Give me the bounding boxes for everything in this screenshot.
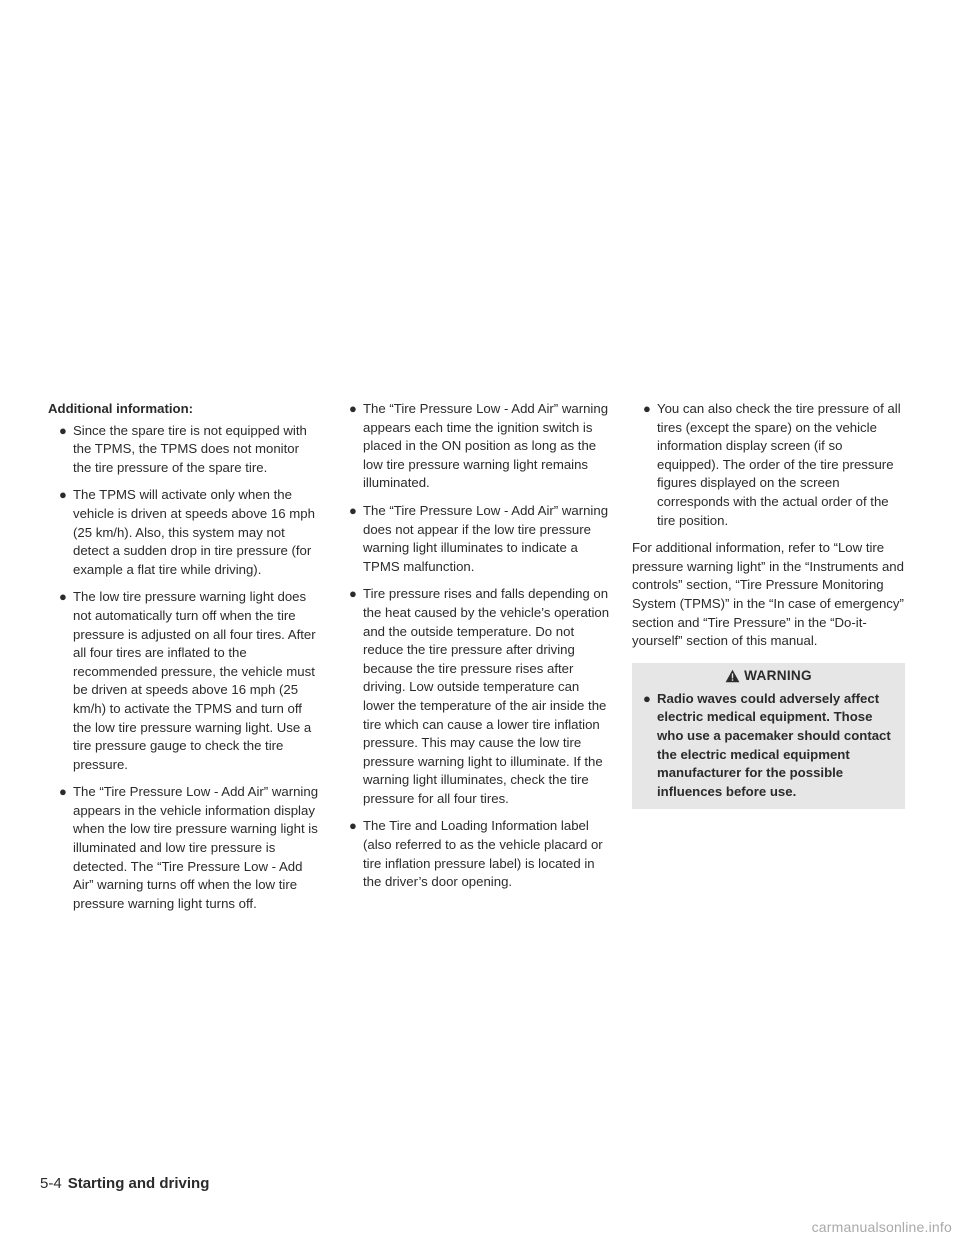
section-heading: Additional information: <box>48 401 194 416</box>
bullet-icon: ● <box>643 401 651 416</box>
list-item-text: The low tire pressure warning light does not automatically turn off when the tire pressure is adjusted on all four tires. After all four tires are inflated to the recommended pressure, the vehicle must be driven at speeds above 16 mph (25 km/h) to activate the TPMS and turn off the low tire pressure warning light. Use a tire pressure gauge to check the tire pressure. <box>73 589 316 772</box>
warning-title: WARNING <box>744 667 812 683</box>
watermark-text[interactable]: carmanualsonline.info <box>811 1219 952 1235</box>
list-item <box>338 585 614 808</box>
list-item <box>48 588 320 774</box>
bullet-icon: ● <box>643 690 651 706</box>
section-title: Starting and driving <box>67 1175 210 1192</box>
column-2 <box>338 400 614 901</box>
reference-paragraph: For additional information, refer to “Low tire pressure warning light” in the “Instruments and controls” section, “Tire Pressure Monitoring System (TPMS)” in the “In case of emergency” section and “Tire Pressure” in the “Do-it-yourself” section of this manual. <box>632 540 904 649</box>
column-3 <box>632 400 905 809</box>
list-item <box>338 400 614 493</box>
page-number: 5-4 <box>40 1175 62 1192</box>
list-item-text: The “Tire Pressure Low - Add Air” warning appears each time the ignition switch is placed in the ON position as long as the low tire pressure warning light remains illuminated. <box>363 401 609 491</box>
list-item <box>338 502 614 576</box>
list-item <box>48 486 320 579</box>
page-footer <box>40 1175 209 1192</box>
bullet-icon: ● <box>349 401 357 416</box>
bullet-list <box>338 400 614 892</box>
bullet-icon: ● <box>59 487 67 503</box>
bullet-icon: ● <box>59 422 67 438</box>
warning-header <box>632 663 905 690</box>
list-item-text: You can also check the tire pressure of all tires (except the spare) on the vehicle information display screen (if so equipped). The order of the tire pressure figures displayed on the screen corresponds with the actual order of the tire position. <box>657 401 901 528</box>
list-item <box>48 422 320 478</box>
bullet-icon: ● <box>349 586 357 602</box>
bullet-icon: ● <box>59 589 67 605</box>
warning-item <box>632 690 905 802</box>
warning-list <box>632 690 905 802</box>
bullet-icon: ● <box>59 784 67 800</box>
bullet-list <box>48 422 320 914</box>
bullet-icon: ● <box>349 502 357 518</box>
list-item-text: Since the spare tire is not equipped with the TPMS, the TPMS does not monitor the tire pressure of the spare tire. <box>73 422 307 475</box>
list-item <box>338 817 614 891</box>
warning-triangle-icon <box>725 669 740 683</box>
warning-box <box>632 663 905 810</box>
list-item-text: Tire pressure rises and falls depending on the heat caused by the vehicle’s operation and the outside temperature. Do not reduce the tire pressure after driving because the tire pressure rises after driving. Low outside temperature can lower the temperature of the air inside the tire which can cause a lower tire inflation pressure. This may cause the low tire pressure warning light to illuminate. If the warning light illuminates, check the tire pressure for all four tires. <box>363 586 610 806</box>
list-item-text: The TPMS will activate only when the vehicle is driven at speeds above 16 mph (25 km/h). Also, this system may not detect a sudden drop in tire pressure (for example a flat tire while driving). <box>73 487 315 577</box>
column-1 <box>48 400 320 922</box>
warning-text: Radio waves could adversely affect electric medical equipment. Those who use a pacemaker should contact the electric medical equipment manufacturer for the possible influences before use. <box>657 690 891 799</box>
list-item-text: The “Tire Pressure Low - Add Air” warning does not appear if the low tire pressure warning light illuminates to indicate a TPMS malfunction. <box>363 502 609 574</box>
list-item-text: The “Tire Pressure Low - Add Air” warning appears in the vehicle information display when the low tire pressure warning light is illuminated and low tire pressure is detected. The “Tire Pressure Low - Add Air” warning turns off when the low tire pressure warning light turns off. <box>73 784 319 911</box>
bullet-icon: ● <box>349 818 357 834</box>
list-item-text: The Tire and Loading Information label (also referred to as the vehicle placard or tire inflation pressure label) is located in the driver’s door opening. <box>363 818 603 890</box>
list-item <box>632 400 905 530</box>
bullet-list <box>632 400 905 530</box>
list-item <box>48 783 320 913</box>
